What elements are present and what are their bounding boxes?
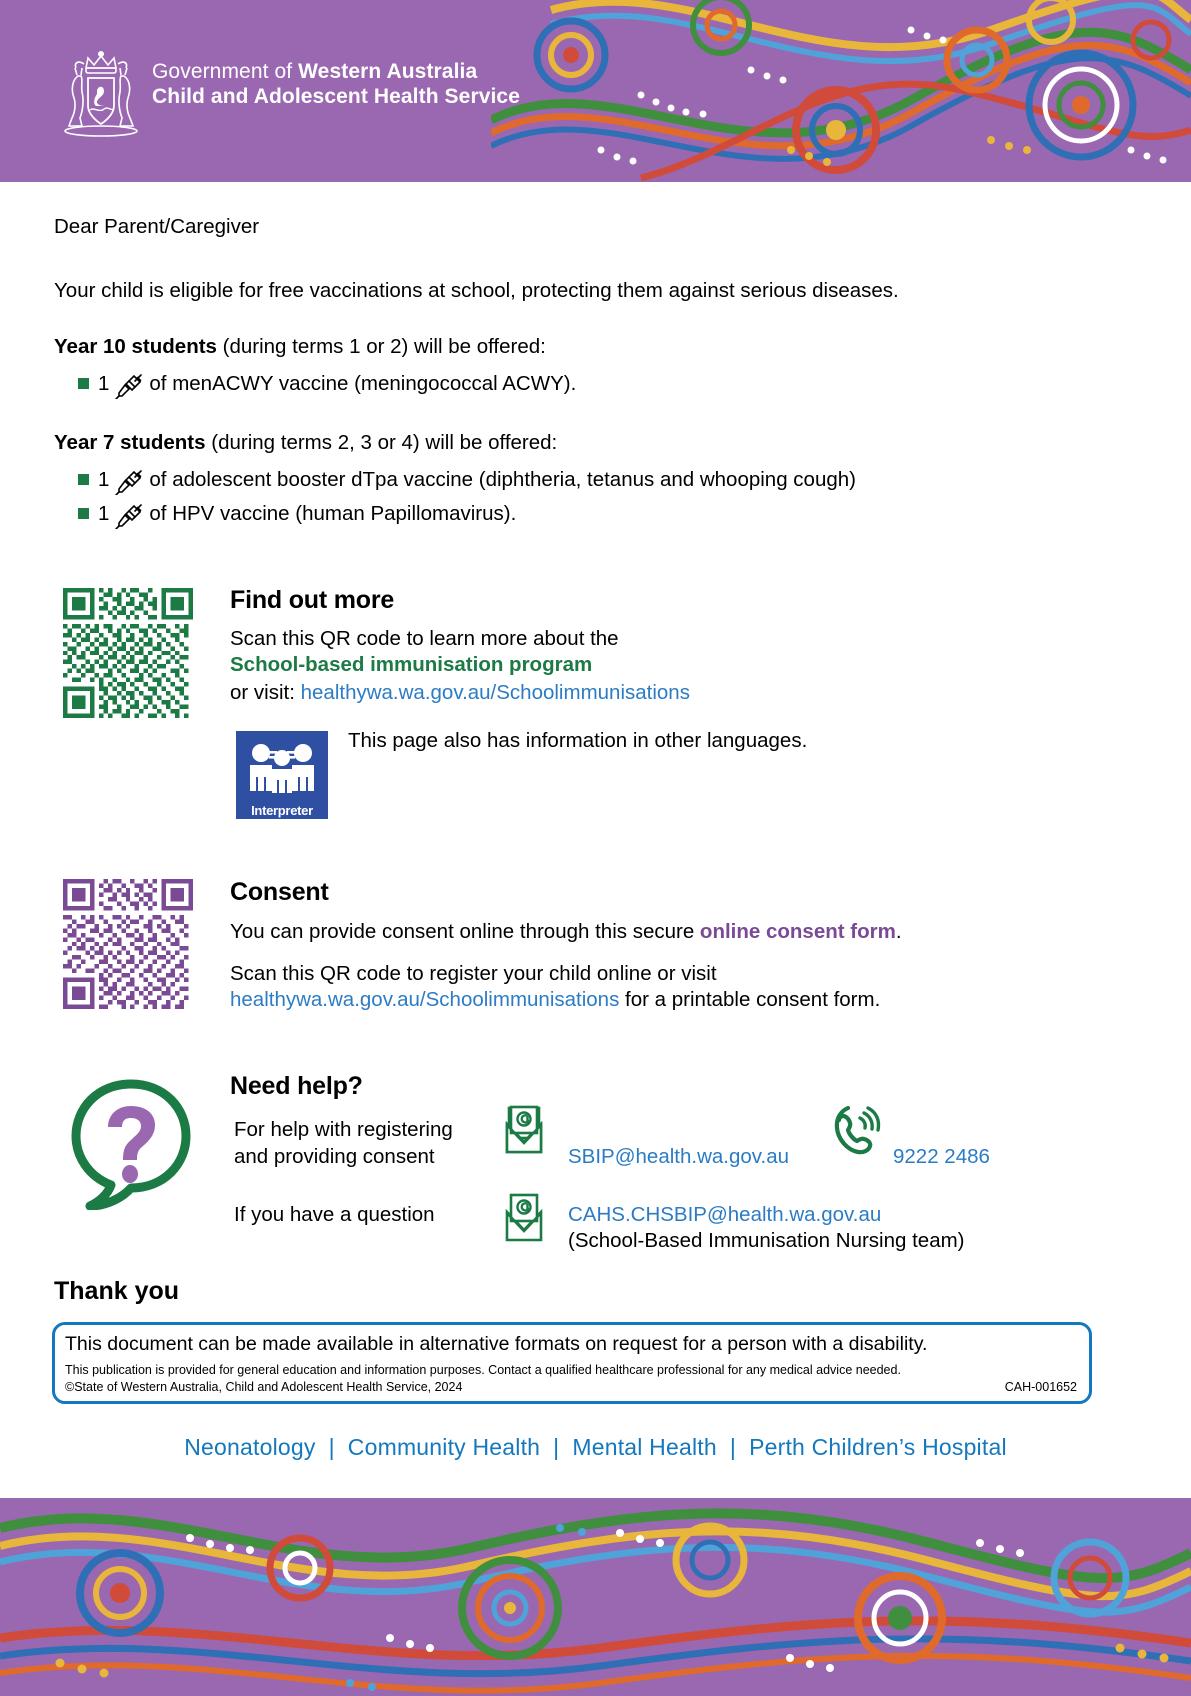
dose-count: 1 bbox=[98, 502, 110, 525]
other-languages-text: This page also has information in other languages. bbox=[348, 729, 808, 752]
aboriginal-artwork-header bbox=[491, 0, 1191, 182]
help-row-2-label: If you have a question bbox=[234, 1203, 435, 1226]
consent-heading: Consent bbox=[230, 878, 329, 906]
year7-heading-bold: Year 7 students bbox=[54, 431, 206, 454]
syringe-icon bbox=[115, 469, 145, 495]
email-envelope-icon bbox=[502, 1192, 554, 1244]
healthywa-link[interactable]: healthywa.wa.gov.au/Schoolimmunisations bbox=[300, 681, 690, 704]
find-out-more-visit-line bbox=[230, 681, 690, 705]
services-bar bbox=[0, 1434, 1191, 1461]
need-help-heading: Need help? bbox=[230, 1072, 363, 1100]
help-email-2[interactable]: CAHS.CHSBIP@health.wa.gov.au bbox=[568, 1203, 882, 1226]
dose-count: 1 bbox=[98, 372, 110, 395]
intro-paragraph: Your child is eligible for free vaccinations at school, protecting them against serious diseases. bbox=[54, 279, 899, 302]
qr-code-icon-consent[interactable] bbox=[63, 879, 193, 1009]
syringe-icon bbox=[115, 373, 145, 399]
year7-heading-rest: (during terms 2, 3 or 4) will be offered: bbox=[205, 431, 558, 454]
list-item-text: of HPV vaccine (human Papillomavirus). bbox=[149, 502, 517, 525]
online-consent-form-highlight[interactable]: online consent form bbox=[699, 920, 896, 943]
service-community-health: Community Health bbox=[347, 1434, 541, 1460]
consent-prefix: You can provide consent online through this secure bbox=[230, 920, 700, 943]
syringe-icon bbox=[115, 503, 145, 529]
list-item-text: of menACWY vaccine (meningococcal ACWY). bbox=[149, 372, 577, 395]
list-item bbox=[78, 370, 576, 398]
consent-line-3 bbox=[230, 988, 880, 1012]
service-perth-childrens-hospital: Perth Children’s Hospital bbox=[749, 1434, 1007, 1460]
consent-line-1 bbox=[230, 920, 902, 944]
header-banner bbox=[0, 0, 1191, 182]
interpreter-label: Interpreter bbox=[251, 803, 313, 818]
separator: | bbox=[729, 1434, 737, 1460]
bullet-square-icon bbox=[78, 378, 89, 389]
qr-code-icon-find-out-more[interactable] bbox=[63, 588, 193, 718]
disclaimer-sub-text-1: This publication is provided for general education and information purposes. Contact a qualified healthcare professional for any medical advice needed. bbox=[65, 1363, 901, 1377]
disclaimer-sub-text-2: ©State of Western Australia, Child and Adolescent Health Service, 2024 bbox=[65, 1380, 463, 1394]
interpreter-icon bbox=[236, 731, 328, 819]
consent-suffix: . bbox=[895, 920, 902, 943]
bullet-square-icon bbox=[78, 474, 89, 485]
year7-heading bbox=[54, 429, 557, 457]
help-email-2-note: (School-Based Immunisation Nursing team) bbox=[568, 1229, 965, 1252]
separator: | bbox=[328, 1434, 335, 1460]
gov-line-1: Government of Western Australia bbox=[152, 60, 478, 83]
consent-line-2: Scan this QR code to register your child online or visit bbox=[230, 962, 717, 985]
document-code: CAH-001652 bbox=[1004, 1380, 1077, 1394]
disclaimer-main-text: This document can be made available in alternative formats on request for a person with a disability. bbox=[65, 1333, 928, 1355]
government-wordmark bbox=[152, 60, 520, 110]
year10-heading-bold: Year 10 students bbox=[54, 335, 217, 358]
help-phone-number[interactable]: 9222 2486 bbox=[893, 1145, 990, 1168]
year10-heading bbox=[54, 333, 546, 361]
bullet-square-icon bbox=[78, 508, 89, 519]
help-row-1-label-line-2: and providing consent bbox=[234, 1145, 435, 1168]
year10-heading-rest: (during terms 1 or 2) will be offered: bbox=[216, 335, 546, 358]
thank-you-heading: Thank you bbox=[54, 1277, 180, 1305]
consent-line-3-suffix: for a printable consent form. bbox=[619, 988, 881, 1011]
separator: | bbox=[553, 1434, 560, 1460]
help-row-1-label-line-1: For help with registering bbox=[234, 1118, 453, 1141]
list-item bbox=[78, 466, 856, 494]
help-email-1[interactable]: SBIP@health.wa.gov.au bbox=[568, 1145, 790, 1168]
list-item bbox=[78, 500, 516, 528]
dose-count: 1 bbox=[98, 468, 110, 491]
find-out-more-program-name: School-based immunisation program bbox=[230, 653, 593, 676]
gov-line-2: Child and Adolescent Health Service bbox=[152, 84, 520, 108]
phone-icon bbox=[831, 1103, 885, 1157]
salutation: Dear Parent/Caregiver bbox=[54, 215, 260, 238]
list-item-text: of adolescent booster dTpa vaccine (diphtheria, tetanus and whooping cough) bbox=[149, 468, 856, 491]
service-mental-health: Mental Health bbox=[572, 1434, 717, 1460]
email-envelope-icon bbox=[502, 1104, 554, 1156]
find-out-more-heading: Find out more bbox=[230, 586, 395, 614]
disclaimer-box bbox=[52, 1322, 1092, 1404]
service-neonatology: Neonatology bbox=[184, 1434, 316, 1460]
find-out-more-line-1: Scan this QR code to learn more about the bbox=[230, 627, 619, 650]
aboriginal-artwork-footer bbox=[0, 1498, 1191, 1696]
healthywa-link[interactable]: healthywa.wa.gov.au/Schoolimmunisations bbox=[230, 988, 620, 1011]
visit-prefix: or visit: bbox=[230, 681, 301, 704]
wa-state-crest-icon bbox=[58, 48, 144, 140]
question-mark-speech-bubble-icon bbox=[68, 1078, 194, 1210]
